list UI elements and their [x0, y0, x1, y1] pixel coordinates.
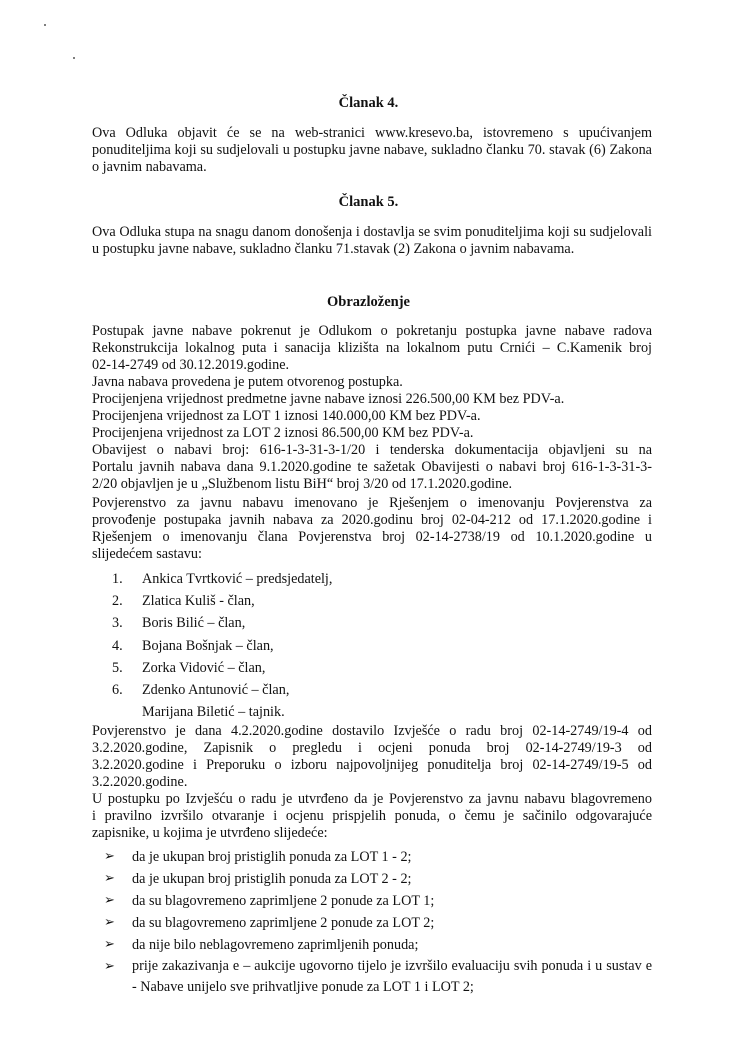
member-text: Marijana Biletić – tajnik.: [142, 704, 285, 721]
list-number: 1.: [112, 571, 123, 587]
text-line: Postupak javne nabave pokrenut je Odlukom o pokretanju postupka javne nabave radova: [92, 323, 652, 339]
findings-list: [104, 846, 652, 998]
arrowhead-bullet-icon: ➢: [104, 915, 115, 930]
text-line: Portalu javnih nabava dana 9.1.2020.godine te sažetak Obavijesti o nabavi broj 616-1-3-31-3-: [92, 459, 652, 475]
finding-text: da je ukupan broj pristiglih ponuda za LOT 1 - 2;: [132, 849, 412, 865]
text-line: 3.2.2020.godine i Preporuku o izboru najpovoljnijeg ponuditelja broj 02-14-2749/19-5 od: [92, 757, 652, 773]
text-line: Procijenjena vrijednost za LOT 2 iznosi 86.500,00 KM bez PDV-a.: [92, 425, 474, 441]
clanak-4-heading: Članak 4.: [338, 95, 399, 111]
arrowhead-bullet-icon: ➢: [104, 849, 115, 864]
list-item: [92, 657, 332, 679]
arrowhead-bullet-icon: ➢: [104, 959, 115, 974]
text-line: Javna nabava provedena je putem otvorenog postupka.: [92, 374, 403, 390]
member-text: Zlatica Kuliš - član,: [142, 593, 255, 610]
text-line: Rješenjem o imenovanju člana Povjerenstva broj 02-14-2738/19 od 10.1.2020.godine u: [92, 529, 652, 545]
arrowhead-bullet-icon: ➢: [104, 937, 115, 952]
list-item: [92, 612, 332, 634]
text-line: Povjerenstvo za javnu nabavu imenovano je Rješenjem o imenovanju Povjerenstva za: [92, 495, 652, 511]
clanak-5-heading: Članak 5.: [338, 194, 399, 210]
finding-text: prije zakazivanja e – aukcije ugovorno tijelo je izvršilo evaluaciju svih ponuda i u sustav e - Nabave unijelo sve prihvatljive ponude za LOT 1 i LOT 2;: [132, 958, 652, 995]
list-item: [104, 934, 652, 956]
text-line: slijedećem sastavu:: [92, 546, 202, 562]
member-text: Bojana Bošnjak – član,: [142, 637, 274, 654]
list-item: [92, 679, 332, 701]
finding-text: da su blagovremeno zaprimljene 2 ponude za LOT 1;: [132, 893, 435, 909]
scan-speck: [44, 24, 46, 26]
arrowhead-bullet-icon: ➢: [104, 893, 115, 908]
clanak-4-text: Ova Odluka objavit će se na web-stranici www.kresevo.ba, istovremeno s upućivanjem ponuditeljima koji su sudjelovali u postupku javne nabave, sukladno članku 70. stavak (6) Zakona o javnim nabavama.: [92, 125, 652, 175]
text-line: 02-14-2749 od 30.12.2019.godine.: [92, 357, 290, 373]
text-line: 3.2.2020.godine.: [92, 774, 188, 790]
member-text: Zdenko Antunović – član,: [142, 681, 290, 698]
text-line: Procijenjena vrijednost predmetne javne nabave iznosi 226.500,00 KM bez PDV-a.: [92, 391, 565, 407]
text-line: Obavijest o nabavi broj: 616-1-3-31-3-1/20 i tenderska dokumentacija objavljeni su na: [92, 442, 652, 458]
list-item: [92, 635, 332, 657]
text-line: 3.2.2020.godine, Zapisnik o pregledu i ocjeni ponuda broj 02-14-2749/19-3 od: [92, 740, 652, 756]
member-text: Boris Bilić – član,: [142, 615, 246, 632]
text-line: Procijenjena vrijednost za LOT 1 iznosi 140.000,00 KM bez PDV-a.: [92, 408, 481, 424]
list-item: [104, 956, 652, 998]
finding-text: da nije bilo neblagovremeno zaprimljenih ponuda;: [132, 937, 419, 953]
obrazlozenje-heading: Obrazloženje: [327, 294, 410, 310]
list-item: [104, 912, 652, 934]
text-line: provođenje postupaka javnih nabava za 2020.godinu broj 02-04-212 od 17.1.2020.godine i: [92, 512, 652, 528]
committee-members-list: [92, 568, 332, 723]
finding-text: da je ukupan broj pristiglih ponuda za LOT 2 - 2;: [132, 871, 412, 887]
list-item: [104, 890, 652, 912]
list-item: [92, 701, 332, 723]
list-item: [92, 590, 332, 612]
text-line: i pravilno izvršilo otvaranje i ocjenu prispjelih ponuda, o čemu je sačinilo odgovarajuće: [92, 808, 652, 824]
member-text: Zorka Vidović – član,: [142, 659, 266, 676]
text-line: zapisnike, u kojima je utvrđeno slijedeće:: [92, 825, 328, 841]
member-text: Ankica Tvrtković – predsjedatelj,: [142, 571, 333, 587]
list-number: 4.: [112, 637, 123, 654]
list-item: [104, 868, 652, 890]
list-number: 6.: [112, 681, 123, 698]
scan-speck: [73, 57, 75, 59]
text-line: Rekonstrukcija lokalnog puta i sanacija klizišta na lokalnom putu Crnići – C.Kamenik broj: [92, 340, 652, 356]
list-item: [92, 568, 332, 590]
arrowhead-bullet-icon: ➢: [104, 871, 115, 886]
list-number: 3.: [112, 615, 123, 632]
list-number: 2.: [112, 593, 123, 610]
finding-text: da su blagovremeno zaprimljene 2 ponude za LOT 2;: [132, 915, 435, 931]
text-line: Povjerenstvo je dana 4.2.2020.godine dostavilo Izvješće o radu broj 02-14-2749/19-4 od: [92, 723, 652, 739]
list-number: 5.: [112, 659, 123, 676]
clanak-5-text: Ova Odluka stupa na snagu danom donošenja i dostavlja se svim ponuditeljima koji su sudjelovali u postupku javne nabave, sukladno članku 71.stavak (2) Zakona o javnim nabavama.: [92, 224, 652, 257]
text-line: U postupku po Izvješću o radu je utvrđeno da je Povjerenstvo za javnu nabavu blagovremeno: [92, 791, 652, 807]
text-line: 2/20 objavljen je u „Službenom listu BiH“ broj 3/20 od 17.1.2020.godine.: [92, 476, 513, 492]
list-item: [104, 846, 652, 868]
